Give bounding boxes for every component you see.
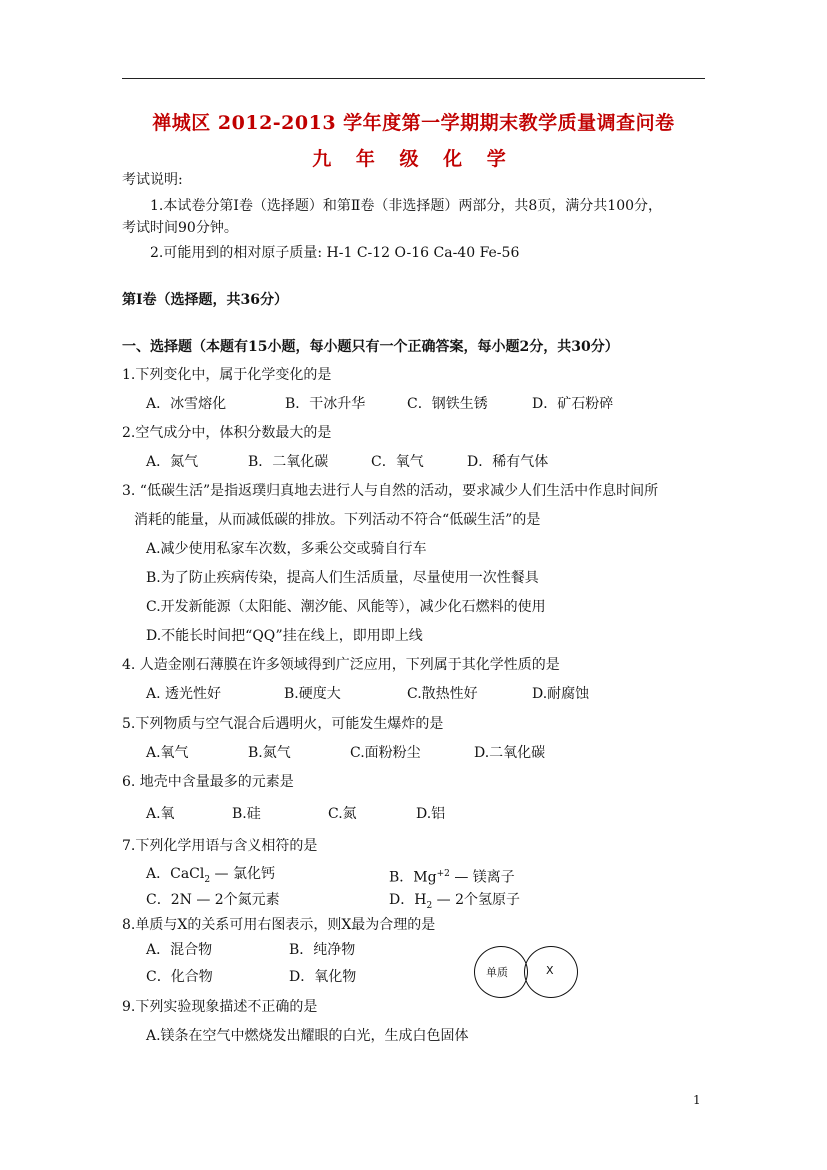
question-3-stem-a: 3. “低碳生活”是指返璞归真地去进行人与自然的活动，要求减少人们生活中作息时间所 [122,483,659,499]
section-heading: 一、选择题（本题有15小题，每小题只有一个正确答案，每小题2分，共30分） [122,339,619,355]
q3-option-b: B.为了防止疾病传染，提高人们生活质量，尽量使用一次性餐具 [146,570,539,586]
q1-option-a: A．冰雪熔化 [146,396,227,412]
q2-option-d: D．稀有气体 [467,454,549,470]
venn-diagram [474,946,584,998]
q2-option-c: C．氧气 [371,454,424,470]
question-3-stem-b: 消耗的能量，从而减低碳的排放。下列活动不符合“低碳生活”的是 [134,512,541,528]
q5-option-d: D.二氧化碳 [474,745,546,761]
q2-option-a: A．氮气 [146,454,199,470]
question-6-stem: 6. 地壳中含量最多的元素是 [122,774,294,790]
question-4-stem: 4. 人造金刚石薄膜在许多领域得到广泛应用，下列属于其化学性质的是 [122,657,560,673]
exam-title: 禅城区 2012-2013 学年度第一学期期末教学质量调查问卷 [152,112,675,134]
q8-option-a: A．混合物 [146,942,213,958]
q9-option-a: A.镁条在空气中燃烧发出耀眼的白光，生成白色固体 [146,1028,469,1044]
q7-option-a: A．CaCl$_2$ — 氯化钙 [146,866,275,885]
q8-option-b: B．纯净物 [289,942,356,958]
q1-option-b: B．干冰升华 [285,396,366,412]
q6-option-c: C.氮 [328,806,357,822]
q4-option-b: B.硬度大 [284,686,341,702]
instruction-1b: 考试时间90分钟。 [122,220,238,236]
q1-option-c: C．钢铁生锈 [407,396,488,412]
exam-subtitle: 九 年 级 化 学 [312,148,515,170]
instruction-2: 2.可能用到的相对原子质量: H-1 C-12 O-16 Ca-40 Fe-56 [150,245,520,261]
top-rule [122,78,705,79]
instructions-heading: 考试说明: [122,172,183,188]
q4-option-c: C.散热性好 [407,686,478,702]
q6-option-a: A.氧 [146,806,175,822]
q4-option-d: D.耐腐蚀 [532,686,590,702]
question-7-stem: 7.下列化学用语与含义相符的是 [122,838,318,854]
q3-option-d: D.不能长时间把“QQ”挂在线上，即用即上线 [146,628,423,644]
question-1-stem: 1.下列变化中，属于化学变化的是 [122,367,332,383]
q2-option-b: B．二氧化碳 [248,454,329,470]
question-8-stem: 8.单质与X的关系可用右图表示，则X最为合理的是 [122,917,436,933]
q5-option-a: A.氧气 [146,745,189,761]
venn-label-element: 单质 [486,966,508,979]
q5-option-b: B.氮气 [248,745,291,761]
instruction-1a: 1.本试卷分第Ⅰ卷（选择题）和第Ⅱ卷（非选择题）两部分，共8页，满分共100分， [150,198,663,214]
q1-option-d: D．矿石粉碎 [532,396,614,412]
q7-option-c: C．2N — 2个氮元素 [146,892,280,908]
q3-option-c: C.开发新能源（太阳能、潮汐能、风能等），减少化石燃料的使用 [146,599,546,615]
q7-option-d: D．$H_2$ — 2个氢原子 [389,892,520,911]
q6-option-b: B.硅 [232,806,261,822]
q6-option-d: D.铝 [416,806,446,822]
question-2-stem: 2.空气成分中，体积分数最大的是 [122,425,332,441]
question-5-stem: 5.下列物质与空气混合后遇明火，可能发生爆炸的是 [122,716,444,732]
q7-option-b: B．$Mg^{+2}$ — 镁离子 [389,869,515,886]
question-9-stem: 9.下列实验现象描述不正确的是 [122,999,318,1015]
venn-label-x: X [546,964,554,977]
q3-option-a: A.减少使用私家车次数，多乘公交或骑自行车 [146,541,427,557]
q8-option-c: C．化合物 [146,969,213,985]
page-number: 1 [693,1093,701,1107]
volume-heading: 第Ⅰ卷（选择题，共36分） [122,292,289,308]
q8-option-d: D．氧化物 [289,969,357,985]
q4-option-a: A. 透光性好 [146,686,222,702]
q5-option-c: C.面粉粉尘 [350,745,421,761]
